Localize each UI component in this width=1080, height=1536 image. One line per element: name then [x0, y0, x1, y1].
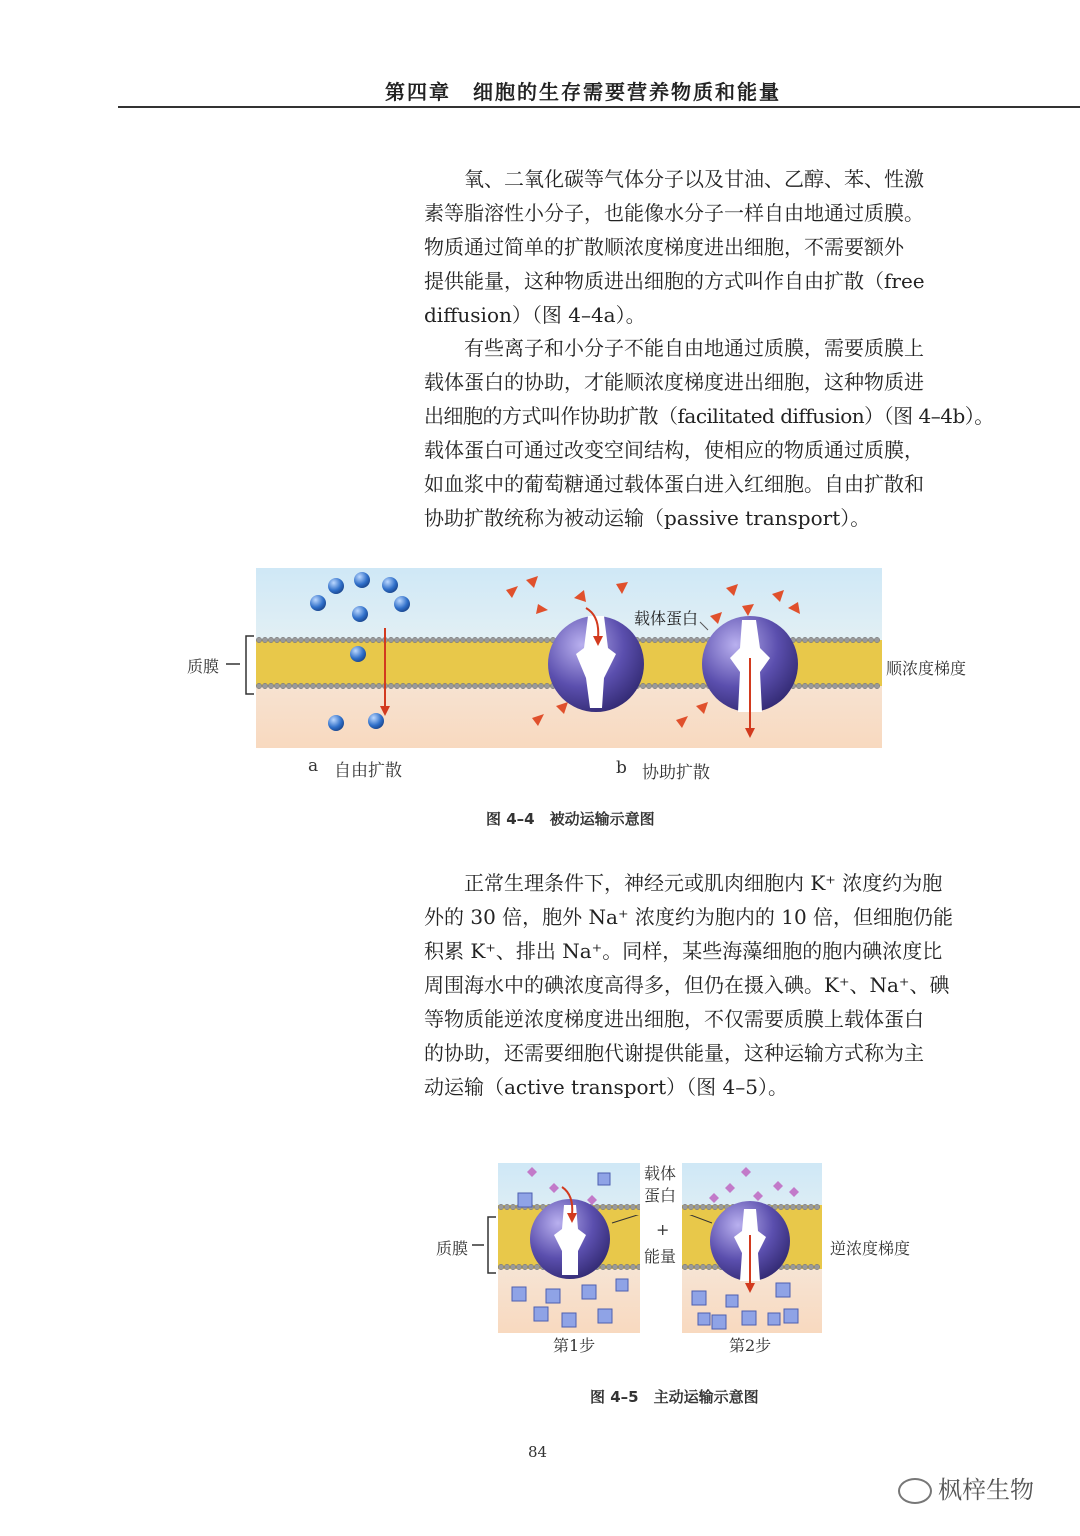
carrier-protein-label-line1: 载体	[644, 1164, 677, 1183]
paragraph-active-transport	[424, 866, 980, 1104]
text-line: 氧、二氧化碳等气体分子以及甘油、乙醇、苯、性激	[424, 167, 924, 191]
text-line: 动运输（active transport）（图 4–5）。	[424, 1075, 788, 1099]
text-line: 物质通过简单的扩散顺浓度梯度进出细胞，不需要额外	[424, 235, 904, 259]
text-line: 素等脂溶性小分子，也能像水分子一样自由地通过质膜。	[424, 201, 924, 225]
text-line: 积累 K⁺、排出 Na⁺。同样，某些海藻细胞的胞内碘浓度比	[424, 939, 943, 963]
text-line: 外的 30 倍，胞外 Na⁺ 浓度约为胞内的 10 倍，但细胞仍能	[424, 905, 954, 929]
text-line: diffusion）（图 4–4a）。	[424, 303, 646, 327]
text-line: 如血浆中的葡萄糖通过载体蛋白进入红细胞。自由扩散和	[424, 472, 924, 496]
step1-label: 第1步	[553, 1336, 596, 1355]
watermark-text: 枫梓生物	[938, 1476, 1034, 1504]
text-line: 正常生理条件下，神经元或肌肉细胞内 K⁺ 浓度约为胞	[424, 871, 943, 895]
membrane-label: 质膜	[436, 1239, 469, 1258]
carrier-protein-label: 载体蛋白	[634, 609, 699, 628]
carrier-protein-open-top	[548, 616, 644, 712]
text-line: 载体蛋白的协助，才能顺浓度梯度进出细胞，这种物质进	[424, 370, 924, 394]
carrier-protein-label-line2: 蛋白	[644, 1186, 677, 1205]
subfigure-b-label: 协助扩散	[642, 763, 710, 783]
gradient-label: 逆浓度梯度	[830, 1239, 911, 1258]
header-rule	[118, 106, 1080, 108]
text-line: 载体蛋白可通过改变空间结构，使相应的物质通过质膜，	[424, 438, 924, 462]
text-line: 出细胞的方式叫作协助扩散（facilitated diffusion）（图 4–4b）。	[424, 404, 994, 428]
subfigure-a-letter: a	[308, 756, 319, 776]
figure-4-4-caption: 图 4–4 被动运输示意图	[486, 810, 655, 828]
energy-label: 能量	[644, 1247, 677, 1266]
membrane-bracket	[224, 634, 258, 696]
text-line: 协助扩散统称为被动运输（passive transport）。	[424, 506, 871, 530]
text-line: 提供能量，这种物质进出细胞的方式叫作自由扩散（free	[424, 269, 925, 293]
figure-4-5-caption: 图 4–5 主动运输示意图	[590, 1388, 759, 1406]
plus-sign: +	[656, 1220, 670, 1239]
figure-4-4-diagram	[256, 568, 882, 748]
paragraph-facilitated-diffusion	[424, 331, 994, 535]
text-line: 的协助，还需要细胞代谢提供能量，这种运输方式称为主	[424, 1041, 924, 1065]
text-line: 等物质能逆浓度梯度进出细胞，不仅需要质膜上载体蛋白	[424, 1007, 924, 1031]
paragraph-free-diffusion	[424, 162, 980, 332]
membrane-label: 质膜	[187, 657, 220, 676]
step2-label: 第2步	[729, 1336, 772, 1355]
gradient-label: 顺浓度梯度	[886, 659, 967, 678]
watermark	[898, 1470, 1034, 1505]
subfigure-b-letter: b	[616, 758, 627, 778]
subfigure-a-label: 自由扩散	[334, 761, 402, 781]
text-line: 周围海水中的碘浓度高得多，但仍在摄入碘。K⁺、Na⁺、碘	[424, 973, 950, 997]
text-line: 有些离子和小分子不能自由地通过质膜，需要质膜上	[424, 336, 924, 360]
page-header	[0, 0, 1080, 110]
page-number: 84	[528, 1443, 548, 1461]
wechat-icon	[898, 1478, 932, 1504]
chapter-title: 第四章 细胞的生存需要营养物质和能量	[385, 80, 781, 104]
